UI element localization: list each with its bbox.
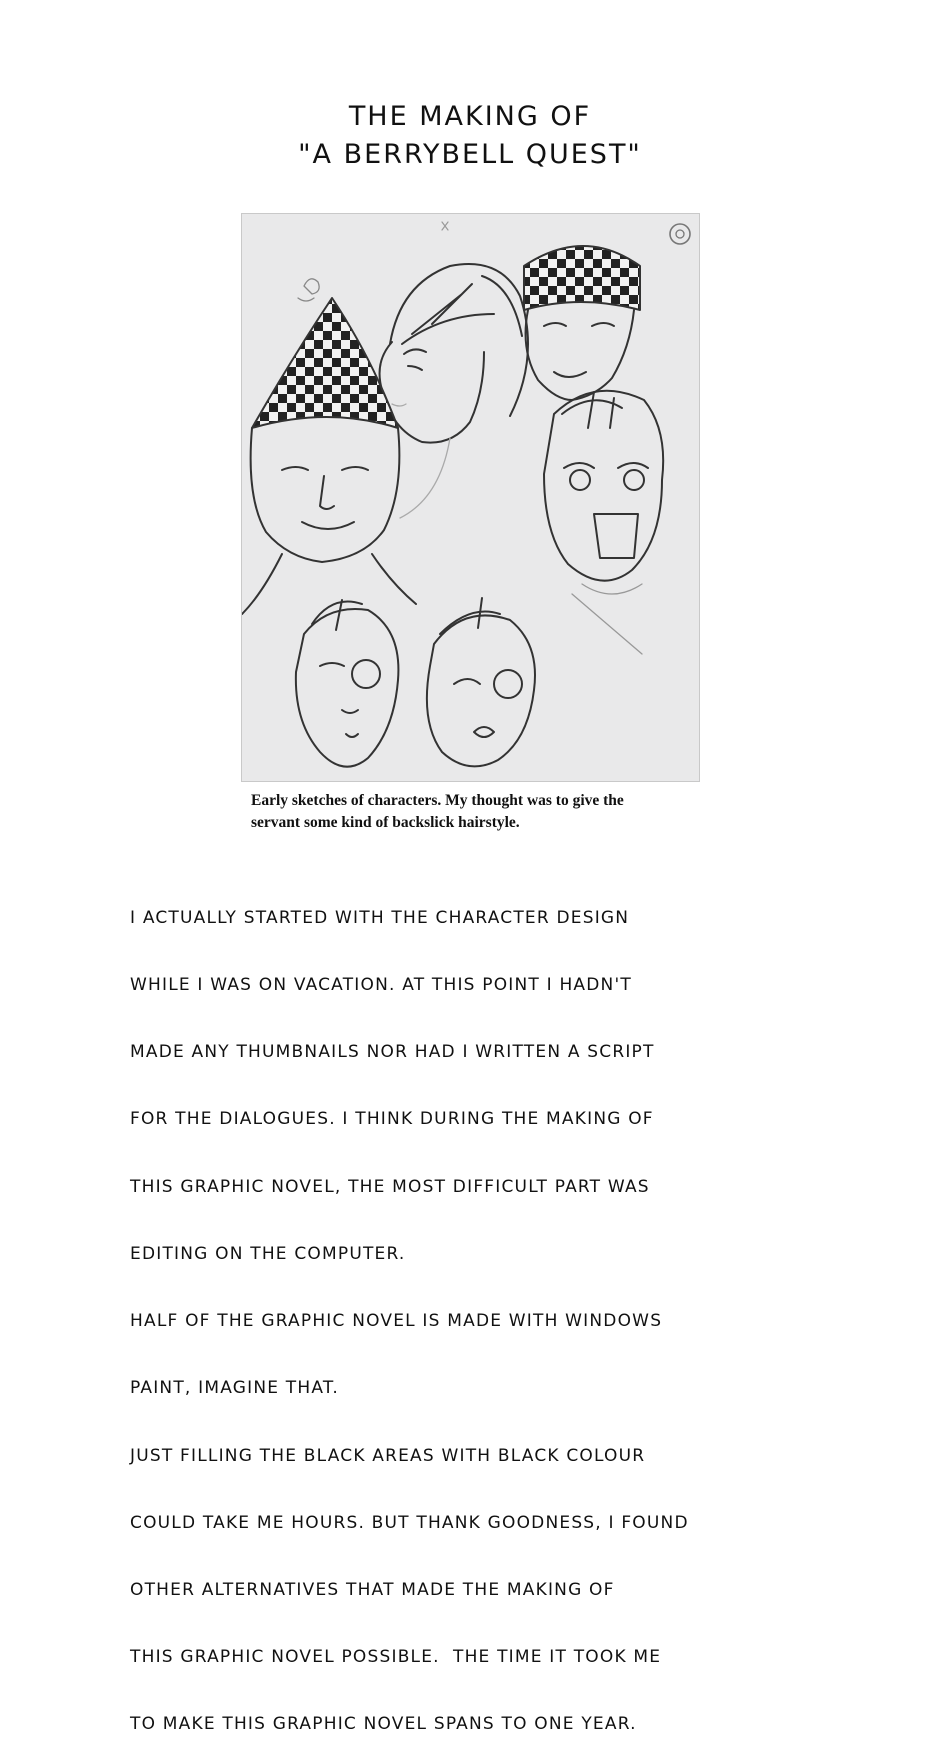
caption-line-2: servant some kind of backslick hairstyle.	[251, 814, 520, 831]
caption-line-1: Early sketches of characters. My thought was to give the	[251, 792, 624, 809]
page-title	[0, 98, 940, 174]
figure-caption	[251, 790, 731, 834]
body-line: EDITING ON THE COMPUTER.	[130, 1243, 406, 1264]
character-sketch-image	[241, 213, 700, 782]
body-line: FOR THE DIALOGUES. I THINK DURING THE MAKING OF	[130, 1109, 654, 1130]
body-line: I ACTUALLY STARTED WITH THE CHARACTER DESIGN	[130, 907, 630, 928]
title-line-1: THE MAKING OF	[348, 101, 592, 132]
body-line: PAINT, IMAGINE THAT.	[130, 1378, 340, 1399]
body-line: TO MAKE THIS GRAPHIC NOVEL SPANS TO ONE YEAR.	[130, 1714, 637, 1735]
body-line: COULD TAKE ME HOURS. BUT THANK GOODNESS, I FOUND	[130, 1512, 689, 1533]
body-line: THIS GRAPHIC NOVEL, THE MOST DIFFICULT PART WAS	[130, 1176, 650, 1197]
body-line: JUST FILLING THE BLACK AREAS WITH BLACK COLOUR	[130, 1445, 646, 1466]
body-paragraph	[130, 862, 850, 1758]
title-line-2: "A BERRYBELL QUEST"	[298, 139, 642, 170]
body-line: THIS GRAPHIC NOVEL POSSIBLE. THE TIME IT TOOK ME	[130, 1647, 662, 1668]
body-line: WHILE I WAS ON VACATION. AT THIS POINT I HADN'T	[130, 975, 632, 996]
body-line: MADE ANY THUMBNAILS NOR HAD I WRITTEN A SCRIPT	[130, 1042, 655, 1063]
body-line: HALF OF THE GRAPHIC NOVEL IS MADE WITH WINDOWS	[130, 1311, 663, 1332]
body-line: OTHER ALTERNATIVES THAT MADE THE MAKING OF	[130, 1580, 615, 1600]
